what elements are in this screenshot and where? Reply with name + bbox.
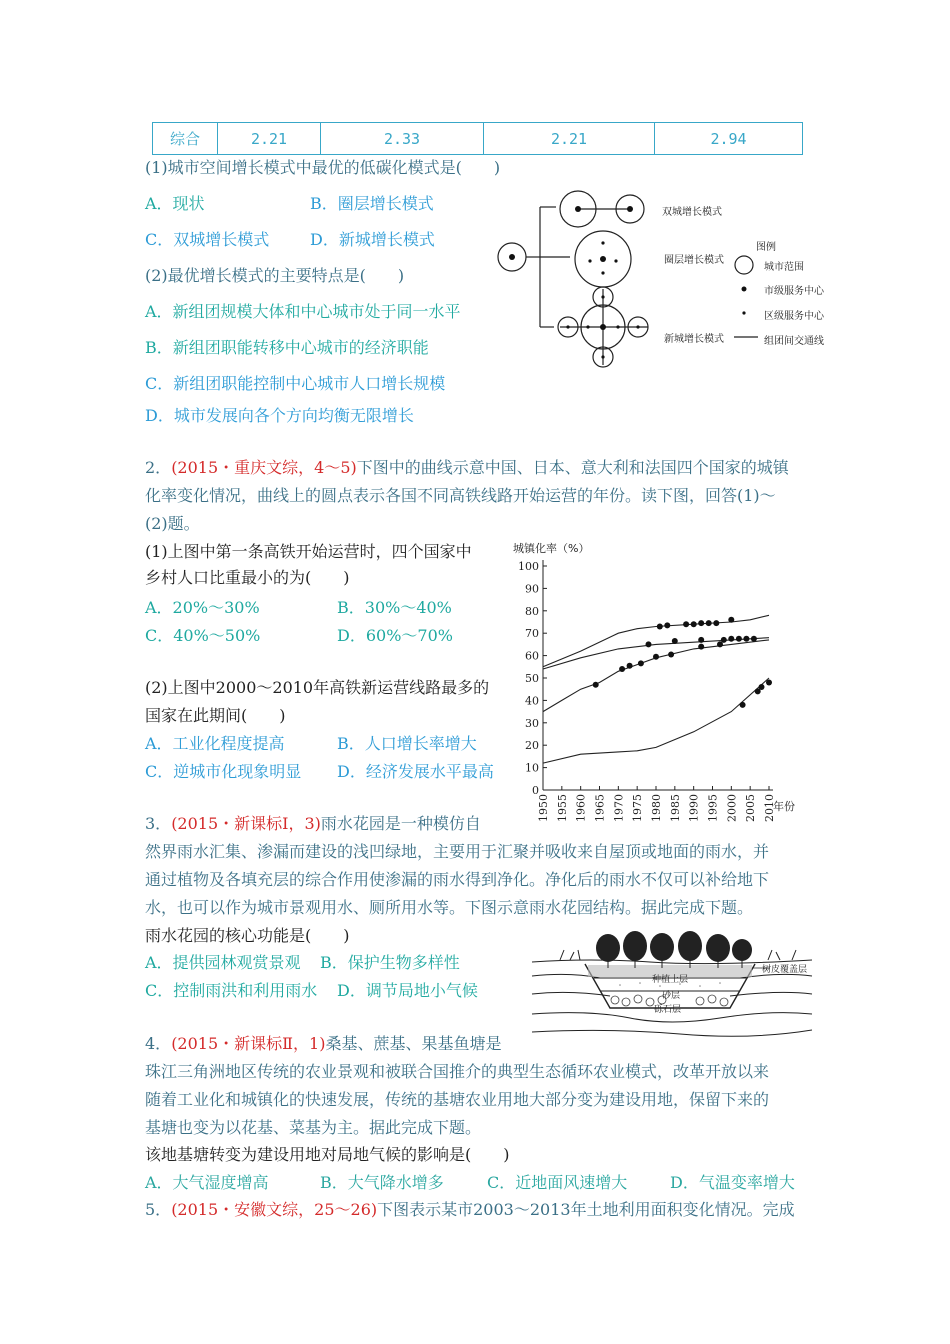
series-line-3	[543, 640, 769, 712]
hsr-opening-point	[627, 663, 633, 669]
hsr-opening-point	[698, 620, 704, 626]
hsr-opening-point	[698, 644, 704, 650]
hsr-opening-point	[672, 638, 678, 644]
q5-source: (2015・安徽文综，25～26)	[171, 1200, 378, 1219]
q3-line3: 通过植物及各填充层的综合作用使渗漏的雨水得到净化。净化后的雨水不仅可以补给地下	[145, 870, 770, 889]
hsr-opening-point	[728, 636, 734, 642]
chart-x-axis-label: 年份	[773, 800, 795, 813]
q2-1-option-d[interactable]: D．60%～70%	[337, 626, 453, 645]
q4-line4: 基塘也变为以花基、菜基为主。据此完成下题。	[145, 1118, 482, 1137]
q3-line4: 水，也可以作为城市景观用水、厕所用水等。下图示意雨水花园结构。据此完成下题。	[145, 898, 754, 917]
x-tick-label: 1970	[612, 794, 626, 822]
q2-line1	[145, 458, 789, 478]
y-tick-label: 50	[525, 672, 539, 685]
legend-city-center: 市级服务中心	[764, 286, 824, 297]
q2-2-option-c[interactable]: C．逆城市化现象明显	[145, 762, 302, 781]
q2-sub1-line2: 乡村人口比重最小的为( )	[145, 568, 350, 587]
q1-stem-2: (2)最优增长模式的主要特点是( )	[145, 266, 405, 285]
q4-text: 桑基、蔗基、果基鱼塘是	[325, 1034, 502, 1053]
q2-sub1-line1: (1)上图中第一条高铁开始运营时，四个国家中	[145, 542, 472, 561]
hsr-opening-point	[759, 684, 765, 690]
q3-option-d[interactable]: D．调节局地小气候	[337, 981, 478, 1000]
q3-option-b[interactable]: B．保护生物多样性	[320, 953, 460, 972]
y-tick-label: 80	[525, 604, 539, 618]
x-tick-label: 1950	[537, 794, 550, 822]
label-soil-layer: 种植土层	[652, 975, 689, 985]
y-tick-label: 30	[525, 716, 539, 730]
table-cell: 2.33	[321, 123, 484, 155]
q2-number: 2．	[145, 458, 172, 477]
legend-line: 组团间交通线	[764, 336, 824, 347]
hsr-opening-point	[728, 617, 734, 623]
q2-text: 下图中的曲线示意中国、日本、意大利和法国四个国家的城镇	[356, 458, 789, 477]
table-row	[153, 123, 803, 155]
q3-option-a[interactable]: A．提供园林观赏景观	[145, 953, 301, 972]
series-line-4	[543, 678, 769, 763]
q4-number: 4．	[145, 1034, 172, 1053]
x-tick-label: 1995	[706, 794, 720, 822]
q4-line1	[145, 1034, 501, 1054]
q1-option-c[interactable]: C．双城增长模式	[145, 230, 270, 249]
table-cell: 综合	[153, 123, 218, 155]
q3-stem: 雨水花园的核心功能是( )	[145, 926, 350, 945]
q3-line2: 然界雨水汇集、渗漏而建设的浅凹绿地，主要用于汇聚并吸收来自屋顶或地面的雨水，并	[145, 842, 770, 861]
hsr-opening-point	[668, 652, 674, 658]
hsr-opening-point	[706, 620, 712, 626]
label-gravel-layer: 砾石层	[654, 1005, 682, 1015]
q2-2-option-a[interactable]: A．工业化程度提高	[145, 734, 285, 753]
hsr-opening-point	[653, 654, 659, 660]
q3-line1	[145, 814, 481, 834]
x-tick-label: 1985	[668, 794, 682, 822]
y-tick-label: 10	[525, 761, 539, 775]
q2-source: (2015・重庆文综，4～5)	[171, 458, 357, 477]
data-table	[152, 122, 803, 155]
x-tick-label: 1990	[687, 794, 701, 822]
q1-2-option-b[interactable]: B．新组团职能转移中心城市的经济职能	[145, 338, 429, 357]
q2-1-option-b[interactable]: B．30%～40%	[337, 598, 452, 617]
hsr-opening-point	[691, 621, 697, 627]
hsr-opening-point	[713, 620, 719, 626]
q2-sub2-line2: 国家在此期间( )	[145, 706, 286, 725]
q3-text: 雨水花园是一种模仿自	[320, 814, 481, 833]
q2-sub2-line1: (2)上图中2000～2010年高铁新运营线路最多的	[145, 678, 490, 697]
legend-district-center: 区级服务中心	[764, 311, 824, 322]
chart-y-axis-label: 城镇化率（%）	[513, 542, 590, 555]
q1-stem: (1)城市空间增长模式中最优的低碳化模式是( )	[145, 158, 501, 177]
y-tick-label: 60	[525, 649, 539, 663]
q3-source: (2015・新课标Ⅰ，3)	[171, 814, 321, 833]
hsr-opening-point	[743, 636, 749, 642]
hsr-opening-point	[751, 636, 757, 642]
hsr-opening-point	[740, 702, 746, 708]
y-tick-label: 40	[525, 694, 539, 708]
q5-number: 5．	[145, 1200, 172, 1219]
q1-2-option-a[interactable]: A．新组团规模大体和中心城市处于同一水平	[145, 302, 461, 321]
q1-option-a[interactable]: A．现状	[145, 194, 205, 213]
q4-option-a[interactable]: A．大气湿度增高	[145, 1173, 269, 1192]
table-cell: 2.94	[655, 123, 803, 155]
urbanization-chart	[505, 540, 815, 830]
q4-line2: 珠江三角洲地区传统的农业景观和被联合国推介的典型生态循环农业模式，改革开放以来	[145, 1062, 770, 1081]
hsr-opening-point	[766, 680, 772, 686]
x-tick-label: 1955	[555, 794, 569, 822]
x-tick-label: 2005	[744, 794, 758, 822]
q2-1-option-c[interactable]: C．40%～50%	[145, 626, 261, 645]
series-line-2	[543, 638, 769, 669]
q2-line3: (2)题。	[145, 514, 200, 533]
hsr-opening-point	[657, 624, 663, 630]
hsr-opening-point	[683, 621, 689, 627]
legend-city: 城市范围	[764, 262, 804, 273]
x-tick-label: 1975	[631, 794, 645, 822]
hsr-opening-point	[664, 622, 670, 628]
x-tick-label: 1965	[593, 794, 607, 822]
x-tick-label: 2000	[725, 794, 739, 822]
label-ring: 圈层增长模式	[664, 255, 724, 266]
hsr-opening-point	[638, 660, 644, 666]
q2-1-option-a[interactable]: A．20%～30%	[145, 598, 260, 617]
hsr-opening-point	[646, 641, 652, 647]
x-tick-label: 2010	[763, 794, 776, 822]
q3-option-c[interactable]: C．控制雨洪和利用雨水	[145, 981, 318, 1000]
y-tick-label: 20	[525, 739, 539, 753]
q1-2-option-c[interactable]: C．新组团职能控制中心城市人口增长规模	[145, 374, 446, 393]
q4-option-c[interactable]: C．近地面风速增大	[487, 1173, 628, 1192]
q5-line1	[145, 1200, 795, 1220]
hsr-opening-point	[717, 641, 723, 647]
label-sand-layer: 砂层	[662, 991, 681, 1001]
q1-2-option-d[interactable]: D．城市发展向各个方向均衡无限增长	[145, 406, 414, 425]
label-new-city: 新城增长模式	[664, 334, 724, 345]
x-tick-label: 1980	[650, 794, 663, 822]
hsr-opening-point	[619, 666, 625, 672]
q4-stem: 该地基塘转变为建设用地对局地气候的影响是( )	[145, 1145, 510, 1164]
table-cell: 2.21	[218, 123, 321, 155]
q1-option-d[interactable]: D．新城增长模式	[310, 230, 435, 249]
label-twin-city: 双城增长模式	[662, 207, 722, 218]
q1-option-b[interactable]: B．圈层增长模式	[310, 194, 434, 213]
q4-line3: 随着工业化和城镇化的快速发展，传统的基塘农业用地大部分变为建设用地，保留下来的	[145, 1090, 770, 1109]
hsr-opening-point	[698, 637, 704, 643]
y-tick-label: 0	[532, 784, 539, 797]
q2-2-option-b[interactable]: B．人口增长率增大	[337, 734, 477, 753]
hsr-opening-point	[593, 682, 599, 688]
label-bark-layer: 树皮覆盖层	[762, 965, 808, 975]
legend-title: 图例	[756, 242, 776, 253]
y-tick-label: 70	[525, 627, 539, 641]
y-tick-label: 90	[525, 582, 539, 596]
q4-option-d[interactable]: D．气温变率增大	[670, 1173, 795, 1192]
x-tick-label: 1960	[574, 794, 588, 822]
q3-number: 3．	[145, 814, 172, 833]
q2-2-option-d[interactable]: D．经济发展水平最高	[337, 762, 494, 781]
y-tick-label: 100	[518, 560, 539, 573]
q4-option-b[interactable]: B．大气降水增多	[320, 1173, 444, 1192]
q2-line2: 化率变化情况，曲线上的圆点表示各国不同高铁线路开始运营的年份。读下图，回答(1)～	[145, 486, 776, 505]
q5-text: 下图表示某市2003～2013年土地利用面积变化情况。完成	[377, 1200, 795, 1219]
table-cell: 2.21	[484, 123, 655, 155]
q4-source: (2015・新课标Ⅱ，1)	[171, 1034, 326, 1053]
hsr-opening-point	[736, 636, 742, 642]
